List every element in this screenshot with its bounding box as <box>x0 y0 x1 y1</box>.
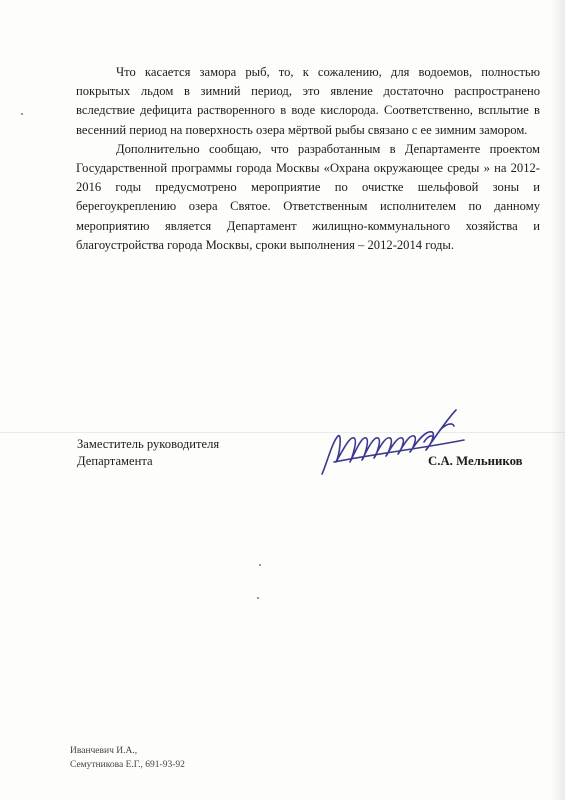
paragraph-fish-kill: Что касается замора рыб, то, к сожалению, для водоемов, полностью покрытых льдом в зимний период, это явление достаточно распространено вследствие дефицита растворенного в воде кислорода. Соответственно, всплытие в весенний период на поверхность озера мёртвой рыбы связано с ее зимним замором. <box>76 65 540 137</box>
scan-edge-shading <box>551 0 565 800</box>
signer-title <box>77 436 219 470</box>
scan-speck <box>259 564 261 566</box>
footer-line2: Семутникова Е.Г., 691-93-92 <box>70 760 185 770</box>
footer-line1: Иванчевич И.А., <box>70 746 138 756</box>
paper-fold-line <box>0 432 565 433</box>
footer-contacts <box>70 744 185 772</box>
paragraph-program: Дополнительно сообщаю, что разработанным в Департаменте проектом Государственной программы города Москвы «Охрана окружающее среды » на 2012-2016 годы предусмотрено мероприятие по очистке шельфовой зоны и берегоукреплению озера Святое. Ответственным исполнителем по данному мероприятию является Департамент жилищно-коммунального хозяйства и благоустройства города Москвы, сроки выполнения – 2012-2014 годы. <box>76 141 540 252</box>
scan-speck <box>257 597 259 599</box>
handwritten-signature <box>314 396 474 486</box>
scan-speck <box>21 113 23 115</box>
letter-body <box>76 63 540 255</box>
signer-title-line2: Департамента <box>77 454 153 468</box>
signer-name: С.А. Мельников <box>428 454 523 468</box>
signer-title-line1: Заместитель руководителя <box>77 437 220 451</box>
